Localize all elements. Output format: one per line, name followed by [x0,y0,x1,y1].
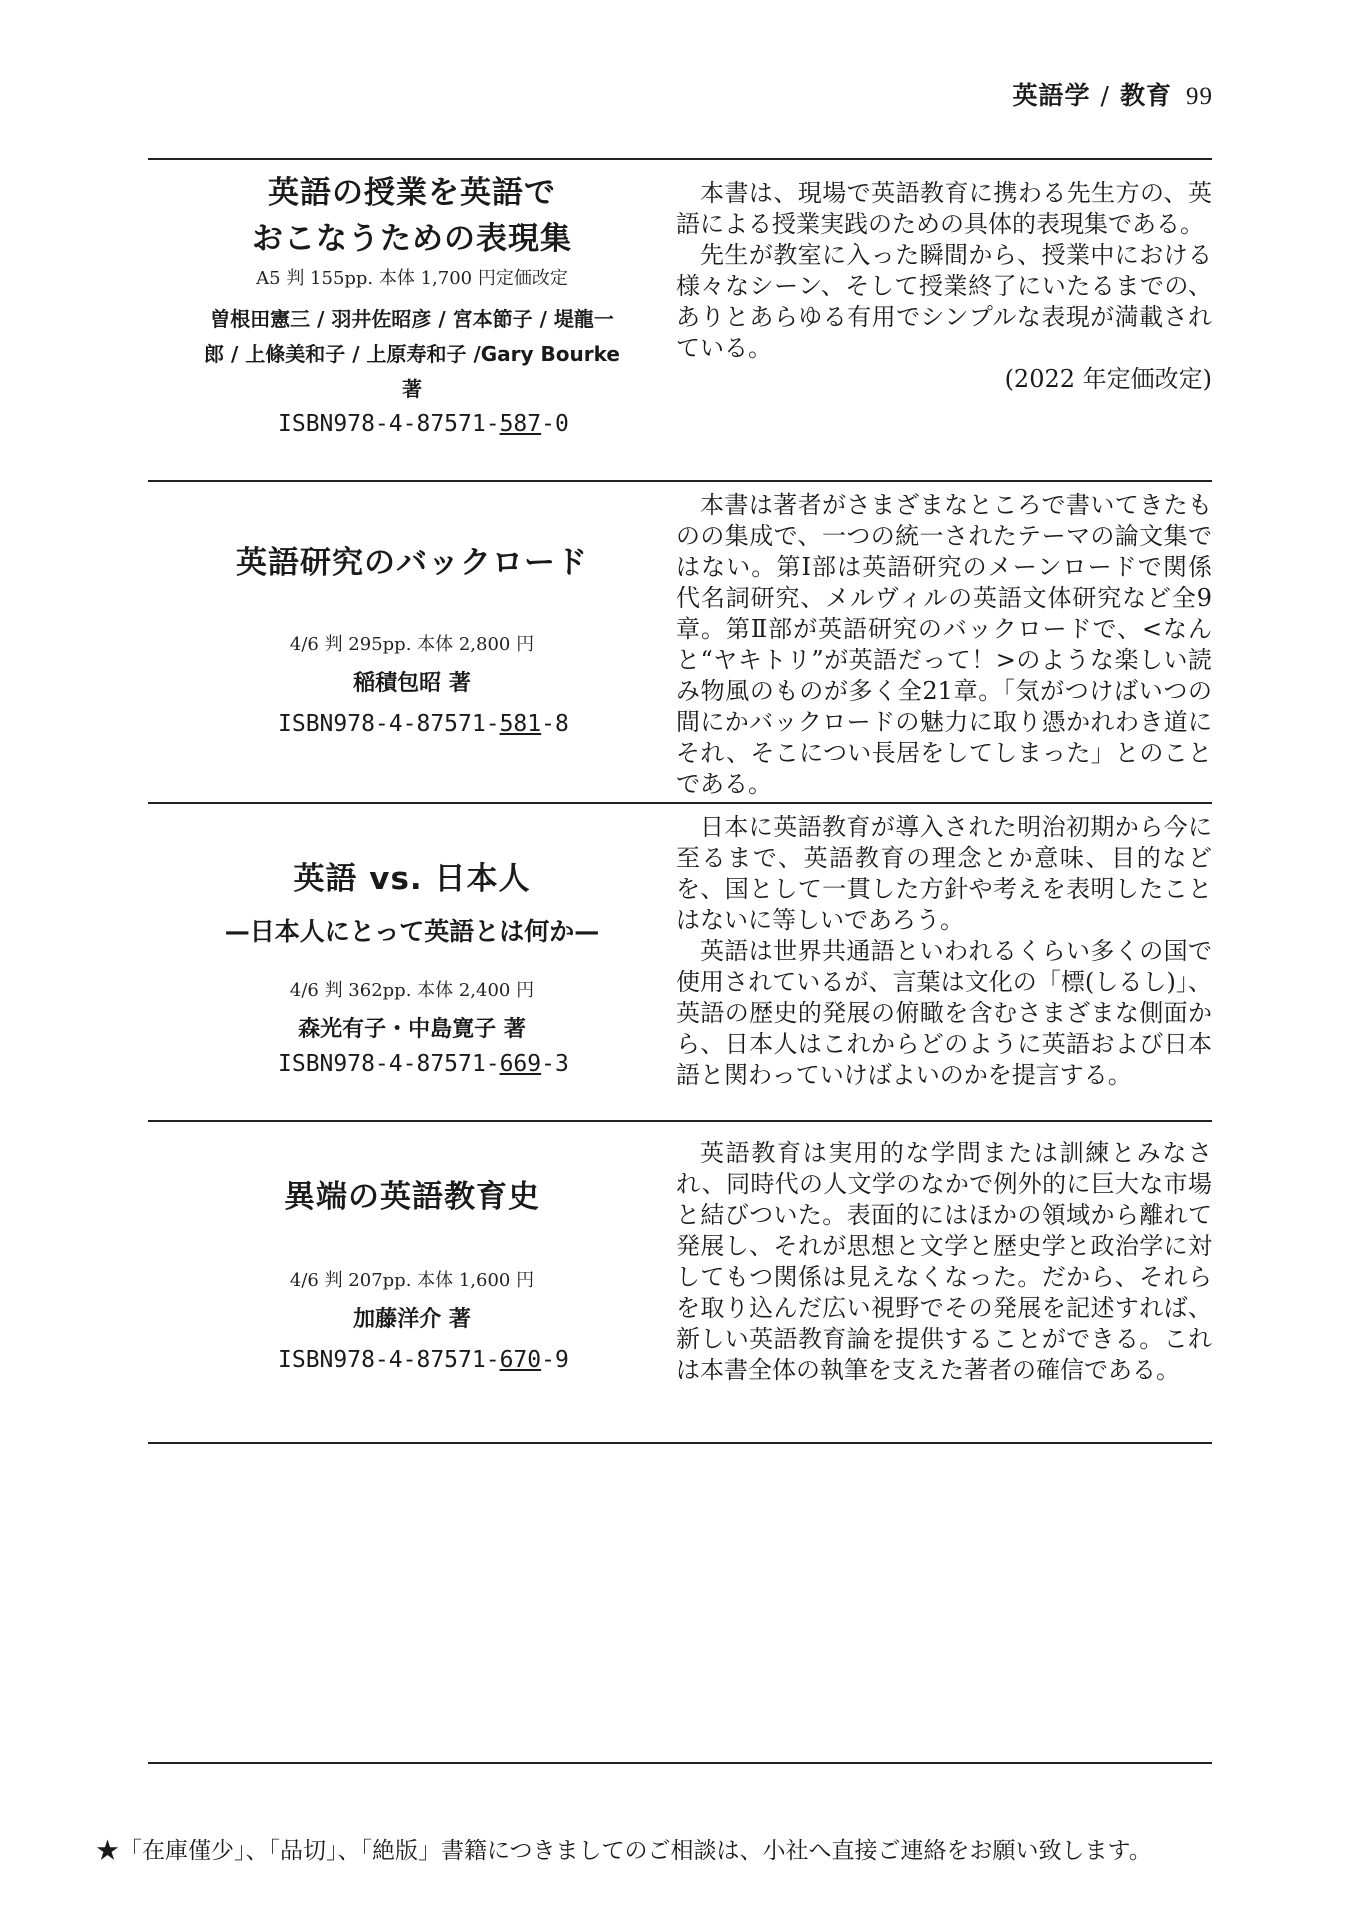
book-description: 本書は、現場で英語教育に携わる先生方の、英語による授業実践のための具体的表現集である。 先生が教室に入った瞬間から、授業中における様々なシーン、そして授業終了にいたるまでの、ありとあらゆる有用でシンプルな表現が満載されている。 (2022 年定価改定) [676,179,1212,393]
book-meta: 4/6 判 207pp. 本体 1,600 円 [289,1270,535,1291]
book-title: 英語の授業を英語で おこなうための表現集 [252,175,572,257]
book-authors: 森光有子・中島寛子 著 [298,1017,526,1042]
footer-notice: ★「在庫僅少」、「品切」、「絶版」書籍につきましてのご相談は、小社へ直接ご連絡をお願い致します。 [96,1838,1152,1864]
book-entry [148,482,1212,804]
book-info [148,1122,676,1442]
price-note: (2022 年定価改定) [1004,365,1212,393]
book-isbn: ISBN978-4-87571-669-3 [278,1051,569,1077]
book-title: 英語研究のバックロード [236,545,588,581]
book-isbn: ISBN978-4-87571-581-8 [278,711,569,737]
book-info [148,160,676,480]
section-label: 英語学 [1012,81,1091,110]
book-description: 本書は著者がさまざまなところで書いてきたものの集成で、一つの統一されたテーマの論文集ではない。第Ⅰ部は英語研究のメーンロードで関係代名詞研究、メルヴィルの英語文体研究など全9章。第Ⅱ部が英語研究のバックロードで、<なんと“ヤキトリ”が英語だって！>のような楽しい読み物風のものが多く全21章。「気がつけばいつの間にかバックロードの魅力に取り憑かれわき道にそれ、そこについ長居をしてしまった」とのことである。 [676,491,1212,798]
page-header [1013,76,1213,112]
book-meta: A5 判 155pp. 本体 1,700 円定価改定 [256,268,568,289]
book-title: 異端の英語教育史 [284,1179,540,1215]
page-number: 99 [1186,83,1213,110]
book-isbn: ISBN978-4-87571-587-0 [278,411,569,437]
book-isbn: ISBN978-4-87571-670-9 [278,1347,569,1373]
book-info [148,482,676,802]
book-entry [148,1122,1212,1444]
book-catalog [148,158,1212,1444]
header-separator: / [1100,81,1110,110]
book-meta: 4/6 判 295pp. 本体 2,800 円 [289,634,535,655]
book-title: 英語 vs. 日本人 [293,861,531,897]
book-meta: 4/6 判 362pp. 本体 2,400 円 [289,980,535,1001]
subsection-label: 教育 [1119,81,1172,110]
book-entry [148,160,1212,482]
book-authors: 稲積包昭 著 [353,671,471,696]
book-description: 英語教育は実用的な学問または訓練とみなされ、同時代の人文学のなかで例外的に巨大な市場と結びついた。表面的にはほかの領域から離れて発展し、それが思想と文学と歴史学と政治学に対してもつ関係は見えなくなった。だから、それらを取り込んだ広い視野でその発展を記述すれば、新しい英語教育論を提供することができる。これは本書全体の執筆を支えた著者の確信である。 [676,1139,1212,1384]
book-description: 日本に英語教育が導入された明治初期から今に至るまで、英語教育の理念とか意味、目的などを、国として一貫した方針や考えを表明したことはないに等しいであろう。 英語は世界共通語といわれるくらい多くの国で使用されているが、言葉は文化の「標(しるし)」、英語の歴史的発展の俯瞰を含むさまざまな側面から、日本人はこれからどのように英語および日本語と関わっていけばよいのかを提言する。 [676,813,1212,1089]
book-entry [148,804,1212,1122]
footer-divider [148,1762,1212,1764]
book-authors: 加藤洋介 著 [353,1307,471,1332]
book-info [148,804,676,1120]
book-authors: 曽根田憲三 / 羽井佐昭彦 / 宮本節子 / 堤龍一 郎 / 上條美和子 / 上原寿和子 /Gary Bourke 著 [204,307,620,401]
book-subtitle: —日本人にとって英語とは何か— [224,917,600,946]
